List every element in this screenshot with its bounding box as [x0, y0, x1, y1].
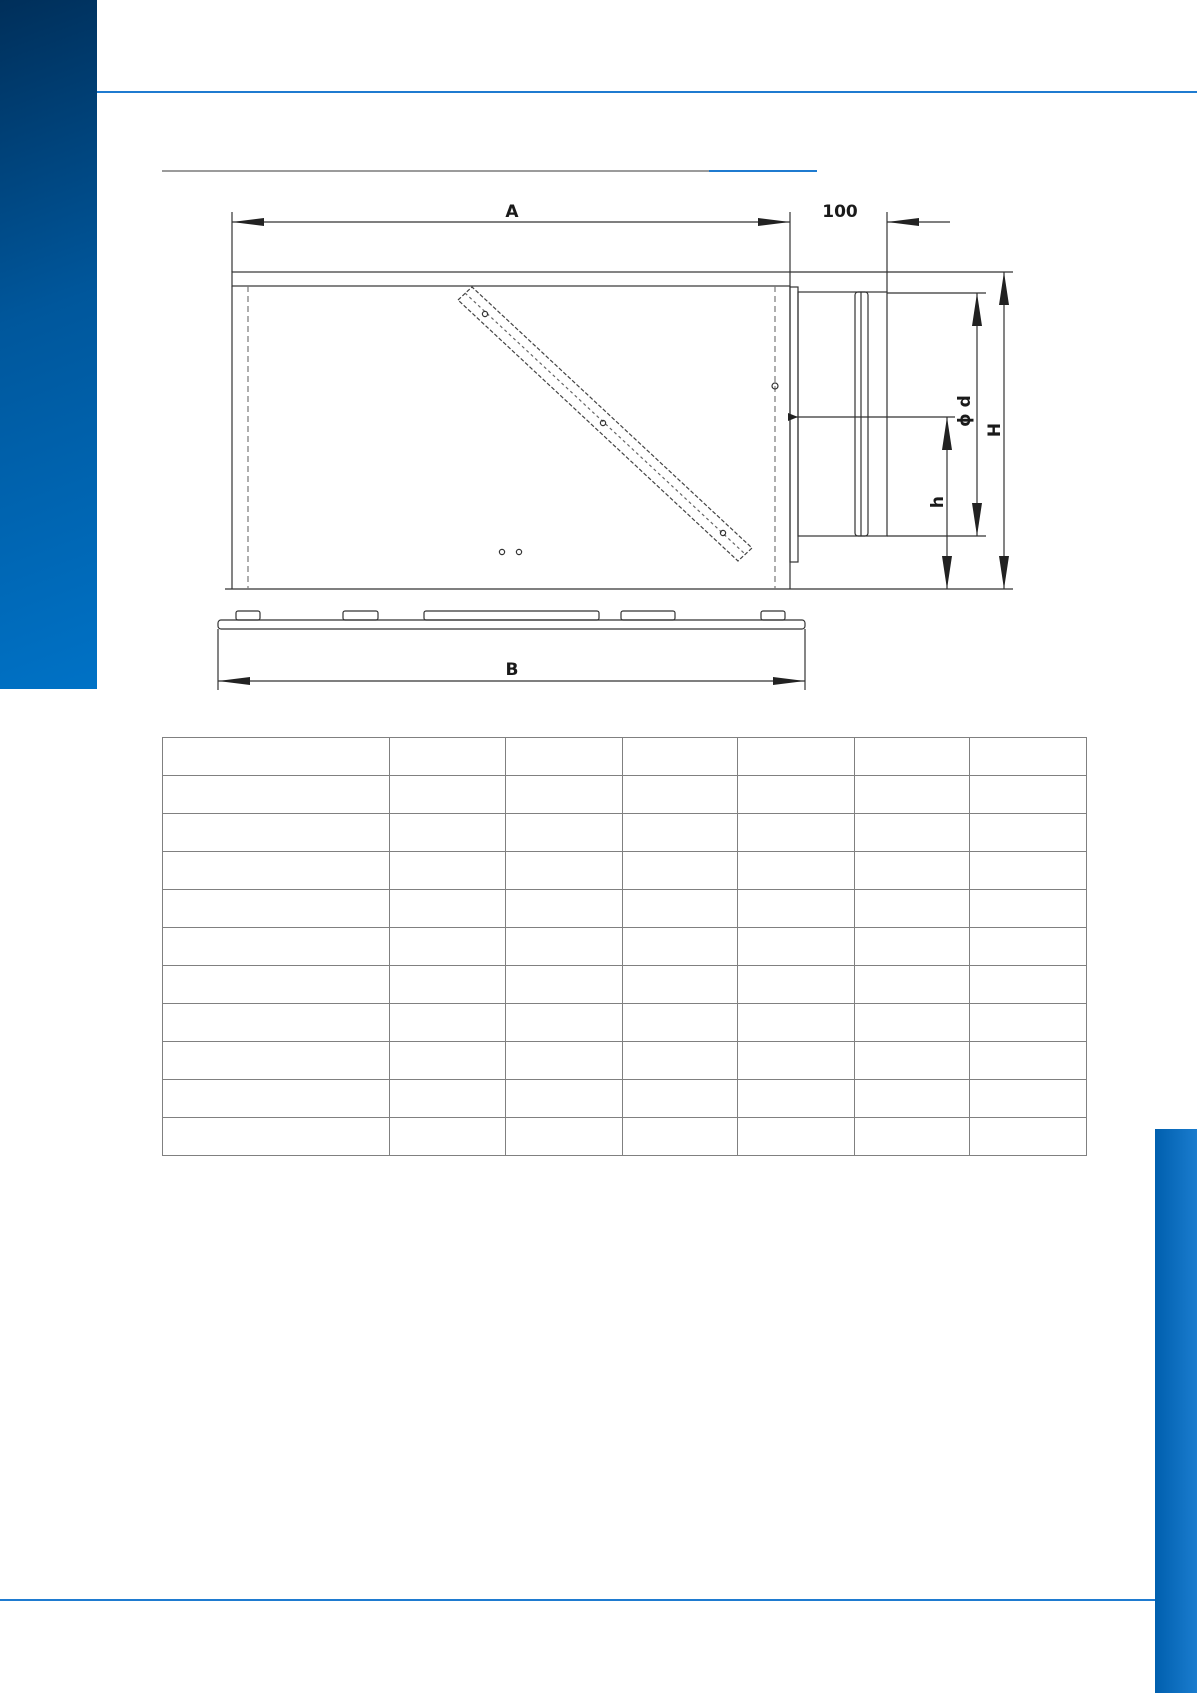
base-profile: [343, 611, 378, 620]
table-cell: [623, 1118, 738, 1156]
table-cell: [970, 1080, 1087, 1118]
table-cell: [390, 966, 506, 1004]
footer-rule: [0, 1599, 1155, 1601]
arrowhead: [942, 556, 952, 589]
table-cell: [855, 1080, 970, 1118]
arrowhead: [758, 218, 790, 226]
table-row: [163, 890, 1087, 928]
table-cell: [163, 852, 390, 890]
table-cell: [506, 1042, 623, 1080]
table-cell: [506, 1080, 623, 1118]
table-cell: [163, 1118, 390, 1156]
table-cell: [506, 852, 623, 890]
table-cell: [163, 776, 390, 814]
label-h-upper: H: [985, 422, 1005, 438]
table-cell: [855, 1118, 970, 1156]
table-cell: [738, 966, 855, 1004]
table-cell: [623, 814, 738, 852]
table-cell: [738, 1118, 855, 1156]
table-cell: [623, 1080, 738, 1118]
table-cell: [506, 814, 623, 852]
table-cell: [506, 1118, 623, 1156]
table-cell: [970, 814, 1087, 852]
arrowhead: [773, 677, 805, 685]
table-cell: [163, 1080, 390, 1118]
label-b: B: [505, 660, 519, 680]
table-row: [163, 1042, 1087, 1080]
table-cell: [623, 738, 738, 776]
table-cell: [855, 852, 970, 890]
table-cell: [506, 1004, 623, 1042]
table-cell: [623, 852, 738, 890]
table-cell: [970, 1004, 1087, 1042]
table-row: [163, 852, 1087, 890]
table-row: [163, 966, 1087, 1004]
table-cell: [506, 738, 623, 776]
table-row: [163, 738, 1087, 776]
table-cell: [855, 966, 970, 1004]
arrowhead: [218, 677, 250, 685]
table-cell: [855, 814, 970, 852]
table-cell: [623, 1004, 738, 1042]
table-cell: [738, 776, 855, 814]
table-cell: [855, 890, 970, 928]
arrowhead: [999, 556, 1009, 589]
arrowhead: [232, 218, 264, 226]
housing-top-plate: [232, 272, 790, 286]
base-profile: [621, 611, 675, 620]
table-cell: [163, 966, 390, 1004]
table-cell: [163, 1042, 390, 1080]
table-cell: [970, 738, 1087, 776]
dimension-table-body: [163, 738, 1087, 1156]
table-cell: [970, 776, 1087, 814]
table-cell: [506, 776, 623, 814]
table-row: [163, 928, 1087, 966]
table-cell: [970, 928, 1087, 966]
base-plate: [218, 620, 805, 629]
label-diameter: ϕ d: [955, 395, 975, 427]
arrowhead: [972, 503, 982, 536]
arrowhead: [887, 218, 919, 226]
label-a: A: [505, 202, 519, 222]
table-cell: [970, 1042, 1087, 1080]
table-cell: [390, 1042, 506, 1080]
table-cell: [970, 852, 1087, 890]
table-cell: [506, 928, 623, 966]
base-profile: [424, 611, 599, 620]
table-cell: [623, 890, 738, 928]
table-cell: [390, 738, 506, 776]
table-row: [163, 776, 1087, 814]
table-cell: [855, 738, 970, 776]
table-cell: [163, 928, 390, 966]
table-cell: [738, 1080, 855, 1118]
table-row: [163, 1118, 1087, 1156]
table-cell: [855, 1042, 970, 1080]
spigot-flange: [790, 287, 798, 562]
table-cell: [163, 890, 390, 928]
table-cell: [738, 928, 855, 966]
table-cell: [390, 776, 506, 814]
table-cell: [390, 1080, 506, 1118]
blade-rivet: [720, 530, 725, 535]
right-accent-bar: [1155, 1129, 1197, 1693]
table-cell: [390, 928, 506, 966]
table-cell: [738, 1042, 855, 1080]
dimension-table: [162, 737, 1087, 1156]
table-cell: [163, 738, 390, 776]
table-cell: [738, 738, 855, 776]
table-cell: [970, 966, 1087, 1004]
spigot-collar: [798, 292, 887, 536]
table-cell: [163, 814, 390, 852]
table-row: [163, 1080, 1087, 1118]
label-h-lower: h: [928, 495, 948, 509]
table-cell: [623, 966, 738, 1004]
arrowhead: [972, 293, 982, 326]
table-cell: [738, 890, 855, 928]
table-cell: [390, 1004, 506, 1042]
table-cell: [506, 966, 623, 1004]
table-cell: [970, 1118, 1087, 1156]
table-cell: [623, 776, 738, 814]
table-cell: [970, 890, 1087, 928]
housing-hole: [499, 549, 504, 554]
table-row: [163, 814, 1087, 852]
table-row: [163, 1004, 1087, 1042]
table-cell: [623, 928, 738, 966]
technical-drawing: [0, 0, 1197, 700]
housing-hole: [516, 549, 521, 554]
table-cell: [390, 890, 506, 928]
table-cell: [738, 814, 855, 852]
base-clip-left: [236, 611, 260, 620]
arrowhead: [999, 272, 1009, 305]
table-cell: [506, 890, 623, 928]
table-cell: [623, 1042, 738, 1080]
table-cell: [390, 814, 506, 852]
table-cell: [738, 1004, 855, 1042]
table-cell: [855, 776, 970, 814]
base-clip-right: [761, 611, 785, 620]
table-cell: [855, 1004, 970, 1042]
table-cell: [390, 1118, 506, 1156]
label-100: 100: [822, 202, 858, 222]
arrowhead: [942, 417, 952, 450]
table-cell: [738, 852, 855, 890]
table-cell: [163, 1004, 390, 1042]
table-cell: [390, 852, 506, 890]
arrowhead: [788, 413, 798, 421]
table-cell: [855, 928, 970, 966]
